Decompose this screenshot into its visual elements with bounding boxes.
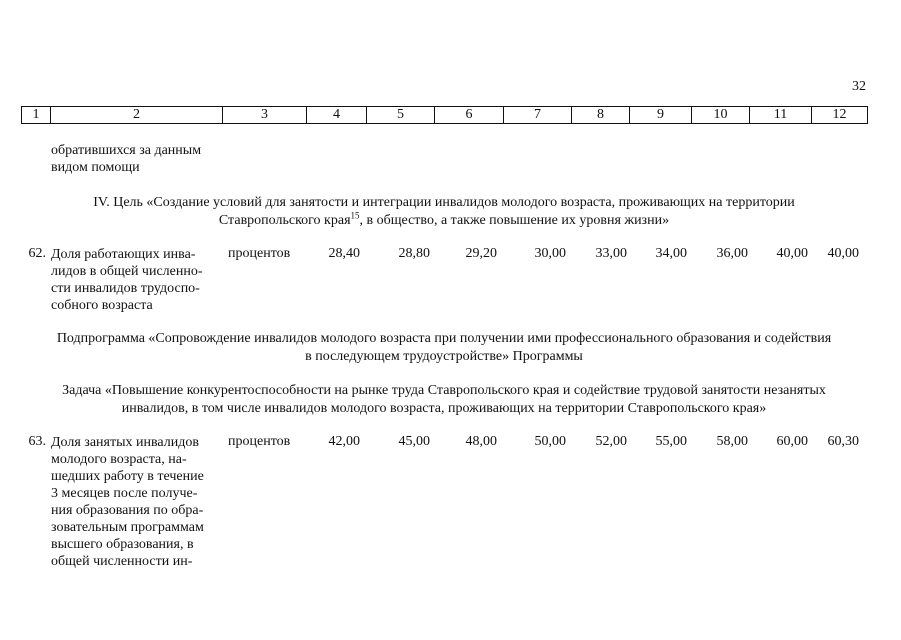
subprogram-heading: Подпрограмма «Сопровождение инвалидов молодого возраста при получении ими профессионального образования и содействия в последующем трудоустройстве» Программы — [56, 331, 832, 364]
goal-line-1: IV. Цель «Создание условий для занятости и интеграции инвалидов молодого возраста, проживающих на территории — [93, 195, 795, 210]
value-cell: 28,40 — [328, 246, 360, 261]
value-cell: 45,00 — [398, 434, 430, 449]
value-cell: 55,00 — [655, 434, 687, 449]
value-cell: 40,00 — [827, 246, 859, 261]
column-header: 10 — [692, 107, 750, 124]
section-goal-heading — [21, 194, 867, 230]
value-cell: 33,00 — [595, 246, 627, 261]
value-cell: 40,00 — [776, 246, 808, 261]
row-number: 62. — [28, 246, 46, 261]
value-cell: 34,00 — [655, 246, 687, 261]
column-header: 2 — [51, 107, 223, 124]
column-header: 9 — [630, 107, 692, 124]
unit-cell: процентов — [228, 246, 291, 261]
value-cell: 58,00 — [716, 434, 748, 449]
value-cell: 36,00 — [716, 246, 748, 261]
value-cell: 30,00 — [534, 246, 566, 261]
indicator-name: Доля занятых инвалидов молодого возраста, на- шедших работу в течение 3 месяцев после получе- ния образования по обра- зовательным программам высшего образования, в общей численности ин- — [51, 435, 204, 569]
value-cell: 29,20 — [465, 246, 497, 261]
value-cell: 60,30 — [827, 434, 859, 449]
value-cell: 42,00 — [328, 434, 360, 449]
page-number: 32 — [852, 79, 866, 94]
footnote-ref: 15 — [350, 210, 360, 221]
indicator-name: Доля работающих инва- лидов в общей численно- сти инвалидов трудоспо- собного возраста — [51, 247, 203, 313]
text-line: обратившихся за данным — [51, 143, 202, 158]
column-header: 4 — [307, 107, 367, 124]
column-header: 8 — [572, 107, 630, 124]
column-header: 6 — [435, 107, 504, 124]
value-cell: 50,00 — [534, 434, 566, 449]
column-number-header — [21, 106, 868, 124]
row-number: 63. — [28, 434, 46, 449]
task-heading: Задача «Повышение конкурентоспособности на рынке труда Ставропольского края и содействие трудовой занятости незанятых инвалидов, в том числе инвалидов молодого возраста, проживающих на территории Ставропольского края» — [62, 383, 826, 416]
value-cell: 52,00 — [595, 434, 627, 449]
column-header: 12 — [812, 107, 868, 124]
text-line: видом помощи — [51, 160, 140, 175]
column-header: 5 — [367, 107, 435, 124]
unit-cell: процентов — [228, 434, 291, 449]
continuation-text — [51, 142, 223, 176]
value-cell: 60,00 — [776, 434, 808, 449]
value-cell: 48,00 — [465, 434, 497, 449]
column-header: 7 — [504, 107, 572, 124]
goal-line-2: Ставропольского края$^{15}$, в общество, а также повышение их уровня жизни» — [218, 210, 670, 228]
column-header: 11 — [750, 107, 812, 124]
column-header: 1 — [22, 107, 51, 124]
column-header: 3 — [223, 107, 307, 124]
value-cell: 28,80 — [398, 246, 430, 261]
